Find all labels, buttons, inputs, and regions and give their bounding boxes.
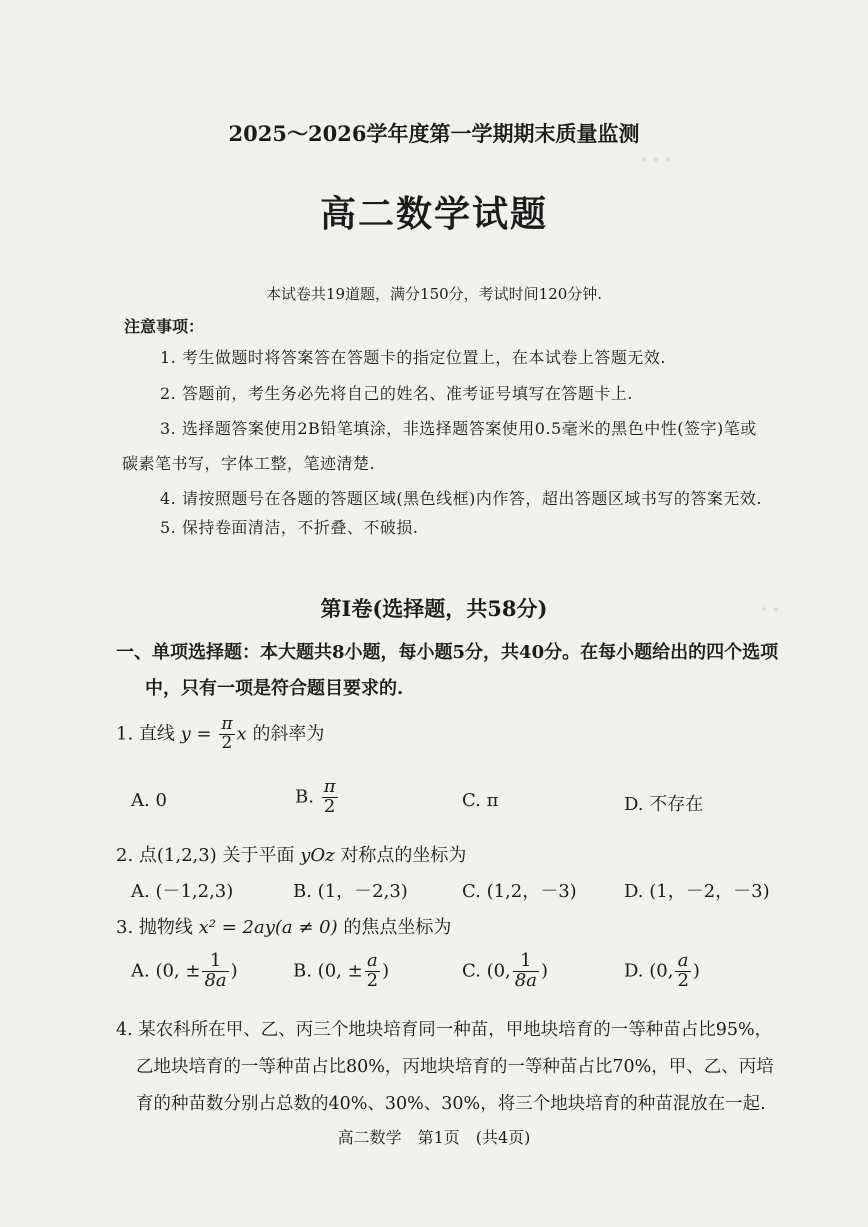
q3-optb-label: B. (0, ±: [293, 960, 363, 982]
q3-optb-num: a: [365, 952, 380, 972]
q3-optd-den: 2: [677, 969, 689, 991]
q3-option-c: [462, 952, 548, 991]
question-2-stem: [116, 841, 466, 867]
question-1-stem: [116, 716, 324, 753]
q3-stem-prefix: 3. 抛物线: [116, 917, 193, 938]
part-title: 第Ⅰ卷(选择题，共58分): [320, 596, 548, 621]
notice-item: 4. 请按照题号在各题的答题区域(黑色线框)内作答，超出答题区域书写的答案无效.: [160, 489, 762, 508]
q1-frac-num: π: [221, 714, 233, 734]
notice-item: 1. 考生做题时将答案答在答题卡的指定位置上，在本试卷上答题无效.: [160, 348, 666, 367]
q3-optb-fraction: [365, 952, 380, 991]
q1-frac-den: 2: [221, 732, 233, 753]
exam-term: 2025～2026学年度第一学期期末质量监测: [228, 121, 640, 146]
q1-option-a: A. 0: [131, 790, 167, 811]
q1-optb-fraction: [322, 778, 338, 817]
q3-optd-close: ): [692, 960, 700, 982]
q3-optb-close: ): [382, 960, 390, 982]
q3-optc-fraction: [513, 952, 539, 991]
question-3-stem: [116, 913, 451, 939]
q1-lhs: y =: [180, 723, 212, 745]
q1-optb-num: π: [323, 776, 336, 797]
q1-fraction: [219, 716, 234, 753]
q1-option-c: C. π: [462, 790, 499, 811]
section-heading: 中，只有一项是符合题目要求的.: [145, 678, 404, 699]
q2-option-d: D. (1，－2，－3): [624, 881, 770, 902]
q3-opta-label: A. (0, ±: [131, 960, 201, 982]
notice-item: 5. 保持卷面清洁，不折叠、不破损.: [160, 518, 419, 537]
q1-option-d: D. 不存在: [624, 794, 704, 815]
q2-plane: yOz: [300, 845, 335, 866]
q3-optd-num: a: [675, 952, 690, 972]
q2-stem-suffix: 对称点的坐标为: [340, 845, 467, 866]
q3-optd-label: D. (0,: [624, 960, 674, 982]
q3-optb-den: 2: [366, 969, 379, 991]
notice-item: 3. 选择题答案使用2B铅笔填涂，非选择题答案使用0.5毫米的黑色中性(签字)笔或: [160, 419, 757, 438]
q3-optc-close: ): [540, 960, 548, 982]
q3-optc-num: 1: [513, 952, 539, 972]
q3-opta-close: ): [230, 960, 238, 982]
q1-prefix: 1. 直线: [116, 723, 175, 745]
page-footer: 高二数学 第1页 (共4页): [337, 1128, 531, 1147]
q3-optc-label: C. (0,: [462, 960, 511, 982]
q2-option-c: C. (1,2，－3): [462, 881, 577, 902]
q3-opta-num: 1: [202, 952, 228, 972]
notice-item: 碳素笔书写，字体工整，笔迹清楚.: [122, 454, 376, 473]
q3-equation: x² = 2ay(a ≠ 0): [198, 917, 338, 938]
q2-option-b: B. (1，－2,3): [293, 881, 408, 902]
section-heading: 一、单项选择题：本大题共8小题，每小题5分，共40分。在每小题给出的四个选项: [116, 642, 779, 663]
question-4-line: 育的种苗数分别占总数的40%、30%、30%，将三个地块培育的种苗混放在一起.: [136, 1094, 766, 1114]
q1-var: x: [236, 723, 247, 745]
notice-heading: 注意事项：: [124, 317, 205, 336]
q1-suffix: 的斜率为: [252, 723, 325, 745]
q3-option-a: [131, 952, 238, 991]
bleed-through-mark: ∙ ∙: [760, 600, 780, 618]
q2-option-a: A. (－1,2,3): [131, 881, 234, 902]
q3-opta-den: 8a: [204, 969, 227, 991]
bleed-through-mark: ∙ ∙ ∙: [640, 150, 672, 168]
q3-option-d: [624, 952, 700, 991]
question-4-line: 4. 某农科所在甲、乙、丙三个地块培育同一种苗，甲地块培育的一等种苗占比95%，: [116, 1020, 773, 1040]
q1-optb-label: B.: [295, 786, 314, 808]
q3-option-b: [293, 952, 389, 991]
q3-optd-fraction: [675, 952, 690, 991]
question-4-line: 乙地块培育的一等种苗占比80%，丙地块培育的一等种苗占比70%，甲、乙、丙培: [136, 1057, 774, 1077]
q3-opta-fraction: [202, 952, 228, 991]
q3-stem-suffix: 的焦点坐标为: [343, 917, 452, 938]
q3-optc-den: 8a: [514, 969, 537, 991]
q2-stem-prefix: 2. 点(1,2,3) 关于平面: [116, 845, 295, 866]
q1-option-b: [295, 778, 340, 817]
notice-item: 2. 答题前，考生务必先将自己的姓名、准考证号填写在答题卡上.: [160, 384, 633, 403]
exam-info: 本试卷共19道题，满分150分，考试时间120分钟.: [265, 285, 603, 303]
q1-optb-den: 2: [323, 795, 336, 817]
page-title: 高二数学试题: [319, 193, 548, 235]
